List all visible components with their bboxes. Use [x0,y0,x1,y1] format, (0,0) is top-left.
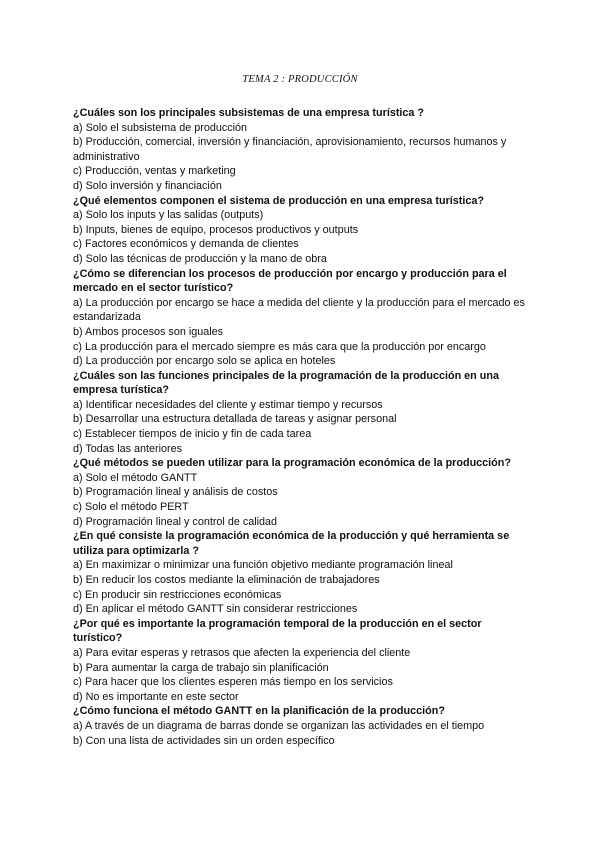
answer-option: b) En reducir los costos mediante la eliminación de trabajadores [73,574,380,586]
answer-option: c) Establecer tiempos de inicio y fin de cada tarea [73,428,312,441]
answer-option: c) Factores económicos y demanda de clientes [73,238,299,251]
question-block [73,617,533,705]
question-block [73,529,533,617]
answer-option: a) Solo el subsistema de producción [73,121,248,134]
answer-option: a) Solo el método GANTT [73,471,198,484]
answer-option: a) En maximizar o minimizar una función objetivo mediante programación lineal [73,559,453,572]
answer-option: c) La producción para el mercado siempre es más cara que la producción por encargo [73,340,486,353]
answer-option: a) Identificar necesidades del cliente y estimar tiempo y recursos [73,398,383,411]
answer-option: b) Para aumentar la carga de trabajo sin planificación [73,661,329,674]
question-block [73,704,533,748]
question-block [73,106,533,194]
answer-option: b) Inputs, bienes de equipo, procesos productivos y outputs [73,223,359,236]
page-title: TEMA 2 : PRODUCCIÓN [242,74,358,85]
question-block [73,456,533,529]
answer-option: d) No es importante en este sector [73,690,239,703]
question-text: ¿Cómo se diferencian los procesos de producción por encargo y producción para el mercado en el sector turístico? [73,267,507,295]
question-text: ¿Cuáles son las funciones principales de la programación de la producción en una empresa turística? [73,369,499,397]
question-text: ¿Cómo funciona el método GANTT en la planificación de la producción? [73,705,445,718]
answer-option: c) Solo el método PERT [73,501,189,514]
answer-option: b) Producción, comercial, inversión y financiación, aprovisionamiento, recursos humanos y administrativo [73,136,507,163]
answer-option: a) A través de un diagrama de barras donde se organizan las actividades en el tiempo [73,719,485,732]
answer-option: b) Con una lista de actividades sin un orden específico [73,734,335,747]
question-list [73,106,533,748]
question-text: ¿Cuáles son los principales subsistemas de una empresa turística ? [73,107,425,119]
answer-option: c) Producción, ventas y marketing [73,165,236,178]
question-text: ¿Qué métodos se pueden utilizar para la programación económica de la producción? [73,457,511,470]
answer-option: b) Ambos procesos son iguales [73,325,224,338]
answer-option: d) Todas las anteriores [73,442,183,455]
answer-option: b) Programación lineal y análisis de costos [73,486,278,499]
question-text: ¿Qué elementos componen el sistema de producción en una empresa turística? [73,194,484,207]
question-text: ¿En qué consiste la programación económica de la producción y qué herramienta se utiliza para optimizarla ? [73,530,510,557]
answer-option: b) Desarrollar una estructura detallada de tareas y asignar personal [73,413,397,426]
question-block [73,194,533,267]
answer-option: d) Programación lineal y control de calidad [73,515,278,528]
answer-option: d) La producción por encargo solo se aplica en hoteles [73,355,336,368]
question-block [73,369,533,457]
answer-option: c) En producir sin restricciones económicas [73,588,282,601]
question-block [73,267,533,369]
answer-option: d) Solo las técnicas de producción y la mano de obra [73,252,327,265]
answer-option: d) En aplicar el método GANTT sin considerar restricciones [73,603,358,616]
answer-option: a) Solo los inputs y las salidas (outputs) [73,209,264,222]
answer-option: a) La producción por encargo se hace a medida del cliente y la producción para el mercado es estandarizada [73,296,525,324]
answer-option: d) Solo inversión y financiación [73,179,222,192]
answer-option: a) Para evitar esperas y retrasos que afecten la experiencia del cliente [73,646,411,659]
answer-option: c) Para hacer que los clientes esperen más tiempo en los servicios [73,676,393,689]
question-text: ¿Por qué es importante la programación temporal de la producción en el sector turístico? [73,617,482,645]
